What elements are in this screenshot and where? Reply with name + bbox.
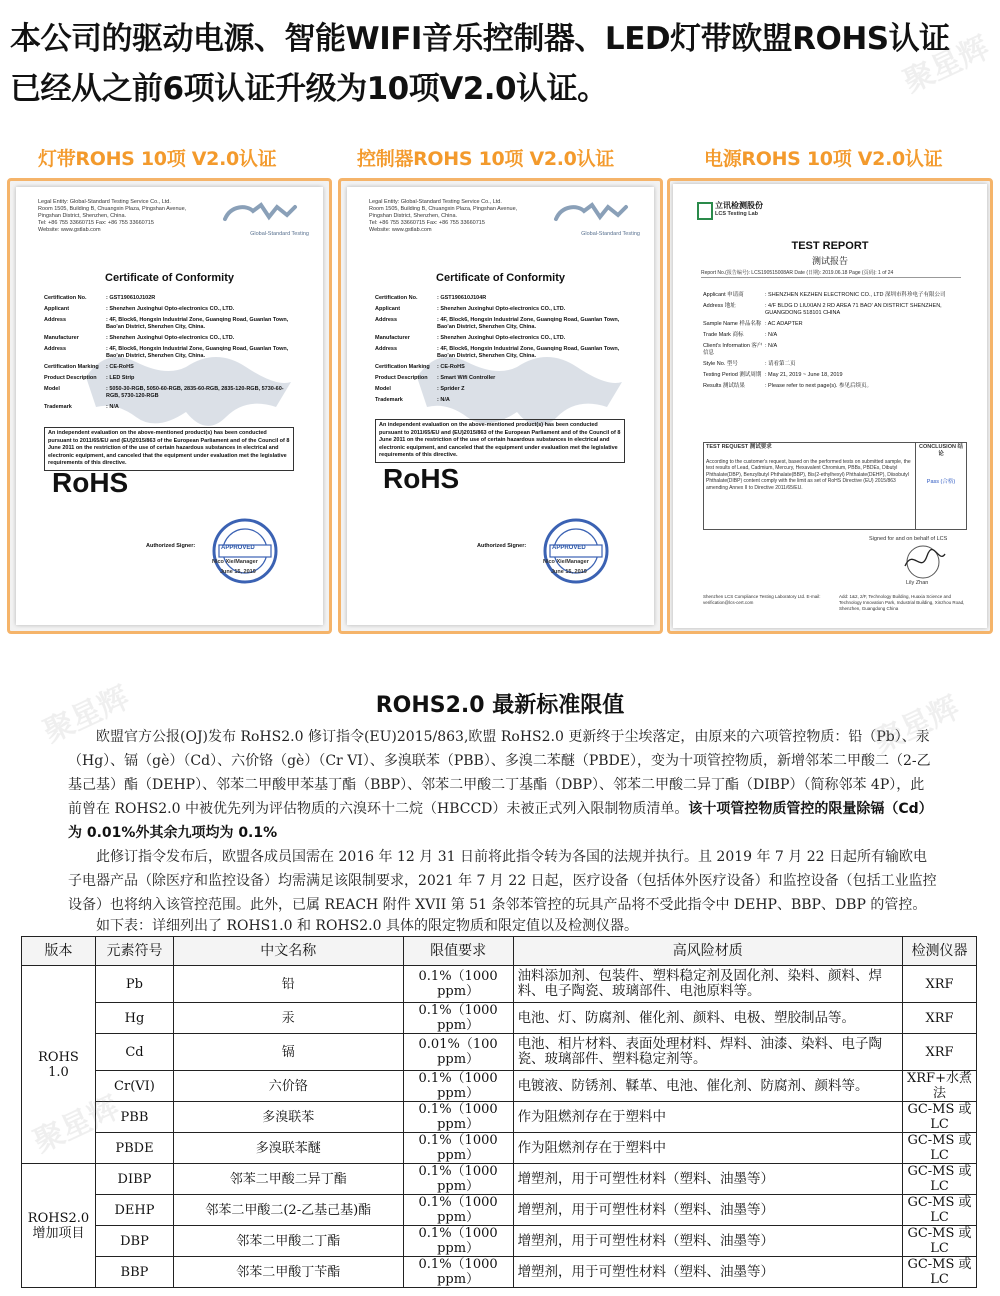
evaluation-statement: An independent evaluation on the above-mentioned product(s) has been conducted pursuant to 2011/65/EU and (EU)2015/863 of the European Parliament and of the Council of 8 June 2011 on the restriction of the use of certain hazardous substances in electrical and electronic equipment, and canceled that the equipment under evaluation met the legislative requirements of this directive. <box>44 427 294 471</box>
cert-field-row <box>375 295 625 302</box>
cert-title: Certificate of Conformity <box>105 272 234 284</box>
field-value: : 4F, Block6, Hongxin Industrial Zone, Guanqing Road, Guanlan Town, Bao'an District, Shenzhen City, China. <box>437 317 620 330</box>
cell-limit: 0.1%（1000 ppm） <box>403 1195 513 1226</box>
cert-field-row <box>44 346 294 360</box>
field-key: Product Description <box>375 375 428 381</box>
report-info <box>703 292 965 394</box>
cert-field-row <box>375 335 625 342</box>
cert-header-line: Website: www.gstlab.com <box>38 227 101 233</box>
report-value: : N/A <box>765 343 778 349</box>
table-header-row <box>22 937 977 966</box>
cell-name: 邻苯二甲酸二异丁酯 <box>173 1164 403 1195</box>
cell-name: 铅 <box>173 966 403 1003</box>
cert-field-row <box>44 364 294 371</box>
table-row <box>22 1003 977 1034</box>
table-row <box>22 1034 977 1071</box>
cell-material: 电池、灯、防腐剂、催化剂、颜料、电极、塑胶制品等。 <box>513 1003 902 1034</box>
table-header: 检测仪器 <box>902 937 976 966</box>
report-key: Testing Period 测试周期 <box>703 372 762 378</box>
cert-field-row <box>44 335 294 342</box>
report-key: Client's Information 客户信息 <box>703 343 763 356</box>
report-key: Address 地址 <box>703 303 736 309</box>
divider <box>915 443 916 529</box>
cert-header-line: Tel: +86 755 33660715 Fax: +86 755 33660715 <box>369 220 485 226</box>
table-header: 版本 <box>22 937 96 966</box>
cell-limit: 0.1%（1000 ppm） <box>403 1102 513 1133</box>
cert-header-line: Pingshan District, Shenzhen, China. <box>38 213 127 219</box>
cell-instrument: GC-MS 或 LC <box>902 1102 976 1133</box>
paragraph-1 <box>68 725 938 845</box>
cell-material: 增塑剂，用于可塑性材料（塑料、油墨等） <box>513 1164 902 1195</box>
field-value: : 5050-30-RGB, 5050-60-RGB, 2835-60-RGB, 2835-120-RGB, 5730-60-RGB, 5730-120-RGB <box>106 386 284 399</box>
cert-date: June 15, 2019 <box>220 569 256 575</box>
cell-name: 邻苯二甲酸二丁酯 <box>173 1226 403 1257</box>
report-title-cn: 测试报告 <box>811 257 848 267</box>
field-key: Certification Marking <box>44 364 99 370</box>
caption-power-cert: 电源ROHS 10项 V2.0认证 <box>704 148 943 170</box>
field-key: Certification Marking <box>375 364 430 370</box>
cert-field-row <box>44 386 294 400</box>
version-group-rohs2: ROHS2.0 增加项目 <box>22 1164 96 1288</box>
report-row <box>703 343 965 357</box>
field-value: : N/A <box>106 404 119 410</box>
table-row <box>22 1133 977 1164</box>
report-value: : Please refer to next page(s). 参见后续页。 <box>765 383 872 389</box>
report-footer-left: Shenzhen LCS Compliance Testing Laboratory Ltd. E-mail: verification@lcs-cert.com <box>703 594 821 605</box>
stamp-text: APPROVED <box>552 545 586 551</box>
signature-stamp-icon <box>895 544 951 580</box>
table-row <box>22 1257 977 1288</box>
table-row <box>22 1071 977 1102</box>
field-key: Address <box>44 346 67 352</box>
test-report-frame <box>667 178 993 634</box>
headline-line-1: 本公司的驱动电源、智能WIFI音乐控制器、LED灯带欧盟ROHS认证 <box>10 21 950 57</box>
paragraph-1-text: 欧盟官方公报(OJ)发布 RoHS2.0 修订指令(EU)2015/863,欧盟 RoHS2.0 更新终于尘埃落定，由原来的六项管控物质：铅（Pb）、汞（Hg）、镉（gè）（Cd）、六价铬（gè）（Cr VI）、多溴联苯（PBB）、多溴二苯醚（PBDE），变为十项管控物质，新增邻苯二甲酸二（2-乙基己基）酯（DEHP）、邻苯二甲酸甲苯基丁酯（BBP）、邻苯二甲酸二丁基酯（DBP）、邻苯二甲酸二异丁酯（DIBP）（简称邻苯 4P），此前曾在 ROHS2.0 中被优先列为评估物质的六溴环十二烷（HBCCD）未被正式列入限制物质清单。 <box>68 729 931 817</box>
cert-field-row <box>44 404 294 411</box>
cert-field-row <box>375 346 625 360</box>
test-request-head: TEST REQUEST 测试要求 <box>706 444 772 450</box>
signer-name: Nico Xie/Manager <box>212 559 258 565</box>
cell-limit: 0.1%（1000 ppm） <box>403 1133 513 1164</box>
cell-instrument: GC-MS 或 LC <box>902 1133 976 1164</box>
conclusion-pass: Pass (合格) <box>926 479 956 485</box>
cert-title: Certificate of Conformity <box>436 272 565 284</box>
report-row <box>703 332 965 339</box>
cell-limit: 0.1%（1000 ppm） <box>403 1071 513 1102</box>
cert-field-row <box>375 364 625 371</box>
table-row <box>22 1226 977 1257</box>
table-header: 中文名称 <box>173 937 403 966</box>
cell-instrument: GC-MS 或 LC <box>902 1164 976 1195</box>
table-header: 高风险材质 <box>513 937 902 966</box>
report-value: : AC ADAPTER <box>765 321 803 327</box>
report-key: Style No. 型号 <box>703 361 738 367</box>
table-row <box>22 1164 977 1195</box>
gst-logo-text: Global-Standard Testing <box>581 231 640 237</box>
field-key: Address <box>44 317 67 323</box>
cell-material: 电池、相片材料、表面处理材料、焊料、油漆、染料、电子陶瓷、玻璃部件、塑料稳定剂等。 <box>513 1034 902 1071</box>
report-key: Results 测试结果 <box>703 383 745 389</box>
cell-symbol: DIBP <box>95 1164 173 1195</box>
evaluation-statement: An independent evaluation on the above-mentioned product(s) has been conducted pursuant to 2011/65/EU and (EU)2015/863 of the European Parliament and of the Council of 8 June 2011 on the restriction of the use of certain hazardous substances in electrical and electronic equipment, and canceled that the equipment under evaluation met the legislative requirements of this directive. <box>375 419 625 463</box>
cert-header-line: Room 1505, Building B, Chuangxin Plaza, Pingshan Avenue, <box>38 206 187 212</box>
cell-material: 增塑剂，用于可塑性材料（塑料、油墨等） <box>513 1257 902 1288</box>
certificate-strip-frame <box>7 178 332 634</box>
cell-limit: 0.1%（1000 ppm） <box>403 1164 513 1195</box>
section-title: ROHS2.0 最新标准限值 <box>375 693 625 718</box>
cell-material: 作为阻燃剂存在于塑料中 <box>513 1133 902 1164</box>
cell-material: 电镀液、防锈剂、鞣革、电池、催化剂、防腐剂、颜料等。 <box>513 1071 902 1102</box>
field-value: : Shenzhen Juxinghui Opto-electronics CO., LTD. <box>106 306 235 312</box>
cell-instrument: GC-MS 或 LC <box>902 1226 976 1257</box>
report-row <box>703 292 965 299</box>
field-value: : 4F, Block6, Hongxin Industrial Zone, Guanqing Road, Guanlan Town, Bao'an District, Shenzhen City, China. <box>106 346 289 359</box>
cert-field-row <box>375 397 625 404</box>
cert-date: June 15, 2019 <box>551 569 587 575</box>
field-key: Address <box>375 346 398 352</box>
cell-instrument: XRF+水煮法 <box>902 1071 976 1102</box>
watermark: 聚星辉 <box>28 1090 125 1161</box>
field-value: : Sprider Z <box>437 386 465 392</box>
cell-name: 六价铬 <box>173 1071 403 1102</box>
cert-header <box>38 199 218 234</box>
headline <box>10 14 995 114</box>
rohs-mark: RoHS <box>383 463 460 494</box>
report-row <box>703 321 965 328</box>
conclusion-head: CONCLUSION 结论 <box>918 444 963 457</box>
report-title-en: TEST REPORT <box>791 240 869 252</box>
limits-table <box>21 936 977 1288</box>
field-value: : GST190610J104R <box>437 295 487 301</box>
field-key: Product Description <box>44 375 97 381</box>
lcs-logo-icon <box>697 202 713 220</box>
table-row <box>22 1195 977 1226</box>
field-value: : LED Strip <box>106 375 135 381</box>
authorized-signer: Authorized Signer: <box>477 543 527 549</box>
cert-field-row <box>44 306 294 313</box>
cert-header-line: Pingshan District, Shenzhen, China. <box>369 213 458 219</box>
cell-symbol: Cd <box>95 1034 173 1071</box>
field-key: Certification No. <box>375 295 418 301</box>
cell-instrument: XRF <box>902 966 976 1003</box>
certificate-controller <box>347 187 654 625</box>
field-key: Address <box>375 317 398 323</box>
stamp-text: APPROVED <box>221 545 255 551</box>
signed-on-behalf: Signed for and on behalf of LCS <box>869 536 948 542</box>
report-row <box>703 361 965 368</box>
cell-name: 镉 <box>173 1034 403 1071</box>
report-key: Trade Mark 商标 <box>703 332 744 338</box>
report-row <box>703 383 965 390</box>
report-value: : N/A <box>765 332 778 338</box>
cell-symbol: Cr(VI) <box>95 1071 173 1102</box>
cert-field-row <box>375 375 625 382</box>
field-value: : CE-RoHS <box>106 364 134 370</box>
cell-material: 增塑剂，用于可塑性材料（塑料、油墨等） <box>513 1195 902 1226</box>
cert-field-row <box>375 306 625 313</box>
report-footer-right: Add: 1&2, 2/F, Technology Building, Huaxia Science and Technology Innovation Park, Industrial Building, Xinzhou Road, Shenzhen, Guangdong China <box>839 594 965 611</box>
paragraph-1-bold: 该十项管控物质管控的限量除镉（Cd）为 0.01%外其余九项均为 0.1% <box>68 801 933 841</box>
test-request-text: According to the customer's request, based on the performed tests on submitted sample, the test results of Lead, Cadmium, Mercury, Hexavalent Chromium, PBBs, PBDEs, Dibutyl Phthalate(DBP), Benzylbutyl Phthalate(BBP), Bis(2-ethylhexyl) Phthalate(DEHP), Diisobutyl Phthalate(DIBP) content comply with the limit as set of RoHS Directive (EU) 2015/863 amending Annex II to Directive 2011/65/EU. <box>706 459 911 491</box>
field-value: : CE-RoHS <box>437 364 465 370</box>
cert-header-line: Tel: +86 755 33660715 Fax: +86 755 33660715 <box>38 220 154 226</box>
caption-controller-cert: 控制器ROHS 10项 V2.0认证 <box>357 148 615 170</box>
field-key: Model <box>44 386 60 392</box>
cert-fields <box>375 295 625 408</box>
field-value: : Shenzhen Juxinghui Opto-electronics CO., LTD. <box>437 306 566 312</box>
cell-limit: 0.1%（1000 ppm） <box>403 1257 513 1288</box>
field-value: : Smart Wifi Controller <box>437 375 496 381</box>
cert-header-line: Legal Entity: Global-Standard Testing Service Co., Ltd. <box>369 199 502 205</box>
report-value: : 4/F BLDG D LIUXIAN 2 RD AREA 71 BAO' AN DISTRICT SHENZHEN, GUANGDONG 518101 CHINA <box>765 303 942 316</box>
report-org: 立讯检测股份 <box>715 201 763 210</box>
cell-name: 邻苯二甲酸丁苄酯 <box>173 1257 403 1288</box>
field-value: : Shenzhen Juxinghui Opto-electronics CO., LTD. <box>106 335 235 341</box>
headline-line-2: 已经从之前6项认证升级为10项V2.0认证。 <box>10 71 608 107</box>
field-key: Manufacturer <box>44 335 79 341</box>
report-key: Sample Name 样品名称 <box>703 321 762 327</box>
cell-limit: 0.1%（1000 ppm） <box>403 1226 513 1257</box>
watermark: 聚星辉 <box>38 680 135 751</box>
table-header: 元素符号 <box>95 937 173 966</box>
cell-limit: 0.01%（100 ppm） <box>403 1034 513 1071</box>
field-key: Manufacturer <box>375 335 410 341</box>
cell-instrument: XRF <box>902 1034 976 1071</box>
report-number: Report No.(报告编号): LCS190515008AR Date (日期): 2019.06.18 Page (页码): 1 of 24 <box>701 270 961 278</box>
cell-symbol: DEHP <box>95 1195 173 1226</box>
cell-instrument: GC-MS 或 LC <box>902 1257 976 1288</box>
cell-symbol: Pb <box>95 966 173 1003</box>
cell-instrument: GC-MS 或 LC <box>902 1195 976 1226</box>
cell-symbol: Hg <box>95 1003 173 1034</box>
cell-name: 多溴联苯醚 <box>173 1133 403 1164</box>
certificate-controller-frame <box>338 178 663 634</box>
cell-symbol: PBB <box>95 1102 173 1133</box>
cert-header <box>369 199 549 234</box>
table-row <box>22 966 977 1003</box>
cell-symbol: DBP <box>95 1226 173 1257</box>
authorized-signer: Authorized Signer: <box>146 543 196 549</box>
field-value: : GST190610J102R <box>106 295 156 301</box>
cell-limit: 0.1%（1000 ppm） <box>403 966 513 1003</box>
field-key: Applicant <box>44 306 70 312</box>
cell-material: 油料添加剂、包装件、塑料稳定剂及固化剂、染料、颜料、焊料、电子陶瓷、玻璃部件、电池原料等。 <box>513 966 902 1003</box>
field-value: : 4F, Block6, Hongxin Industrial Zone, Guanqing Road, Guanlan Town, Bao'an District, Shenzhen City, China. <box>437 346 620 359</box>
cert-fields <box>44 295 294 415</box>
report-key: Applicant 申请商 <box>703 292 744 298</box>
signer-name: Nico Xie/Manager <box>543 559 589 565</box>
field-key: Certification No. <box>44 295 87 301</box>
field-value: : Shenzhen Juxinghui Opto-electronics CO., LTD. <box>437 335 566 341</box>
rohs-mark: RoHS <box>52 467 129 498</box>
table-header: 限值要求 <box>403 937 513 966</box>
cell-name: 汞 <box>173 1003 403 1034</box>
report-value: : 请看第二页 <box>765 361 796 367</box>
cert-field-row <box>44 317 294 331</box>
paragraph-2: 此修订指令发布后，欧盟各成员国需在 2016 年 12 月 31 日前将此指令转为各国的法规并执行。且 2019 年 7 月 22 日起所有输欧电子电器产品（除医疗和监控设备）均需满足该限制要求，2021 年 7 月 22 日起，医疗设备（包括体外医疗设备）和监控设备（包括工业监控设备）也将纳入该管控范围。此外，已属 REACH 附件 XVII 第 51 条邻苯管控的玩具产品将不受此指令中 DEHP、BBP、DBP 的管控。 <box>68 849 937 913</box>
report-value: : May 21, 2019 ~ June 18, 2019 <box>765 372 843 378</box>
cert-field-row <box>44 375 294 382</box>
signer-name: Lily Zhan <box>906 580 929 586</box>
certificate-strip <box>16 187 323 625</box>
field-value: : 4F, Block6, Hongxin Industrial Zone, Guanqing Road, Guanlan Town, Bao'an District, Shenzhen City, China. <box>106 317 289 330</box>
cell-name: 邻苯二甲酸二(2-乙基己基)酯 <box>173 1195 403 1226</box>
field-key: Model <box>375 386 391 392</box>
field-value: : N/A <box>437 397 450 403</box>
cert-header-line: Legal Entity: Global-Standard Testing Service Co., Ltd. <box>38 199 171 205</box>
cell-name: 多溴联苯 <box>173 1102 403 1133</box>
watermark: 聚星辉 <box>898 30 995 101</box>
table-row <box>22 1102 977 1133</box>
field-key: Applicant <box>375 306 401 312</box>
watermark: 聚星辉 <box>868 690 965 761</box>
field-key: Trademark <box>375 397 403 403</box>
report-value: : SHENZHEN KEZHEN ELECTRONIC CO., LTD 深圳市科珍电子有限公司 <box>765 292 946 298</box>
report-row <box>703 303 965 317</box>
test-request-box <box>703 442 967 530</box>
caption-strip-cert: 灯带ROHS 10项 V2.0认证 <box>38 148 277 170</box>
cell-symbol: BBP <box>95 1257 173 1288</box>
gst-logo-text: Global-Standard Testing <box>250 231 309 237</box>
cert-header-line: Room 1505, Building B, Chuangxin Plaza, Pingshan Avenue, <box>369 206 518 212</box>
cert-field-row <box>44 295 294 302</box>
cell-limit: 0.1%（1000 ppm） <box>403 1003 513 1034</box>
report-org-en: LCS Testing Lab <box>715 211 758 217</box>
paragraph-3: 如下表：详细列出了 ROHS1.0 和 ROHS2.0 具体的限定物质和限定值以及检测仪器。 <box>96 918 638 934</box>
cell-material: 增塑剂，用于可塑性材料（塑料、油墨等） <box>513 1226 902 1257</box>
test-report <box>673 184 987 628</box>
cert-header-line: Website: www.gstlab.com <box>369 227 432 233</box>
version-group-rohs1: ROHS 1.0 <box>22 966 96 1164</box>
cell-material: 作为阻燃剂存在于塑料中 <box>513 1102 902 1133</box>
cell-symbol: PBDE <box>95 1133 173 1164</box>
report-row <box>703 372 965 379</box>
field-key: Trademark <box>44 404 72 410</box>
cert-field-row <box>375 317 625 331</box>
cell-instrument: XRF <box>902 1003 976 1034</box>
cert-field-row <box>375 386 625 393</box>
